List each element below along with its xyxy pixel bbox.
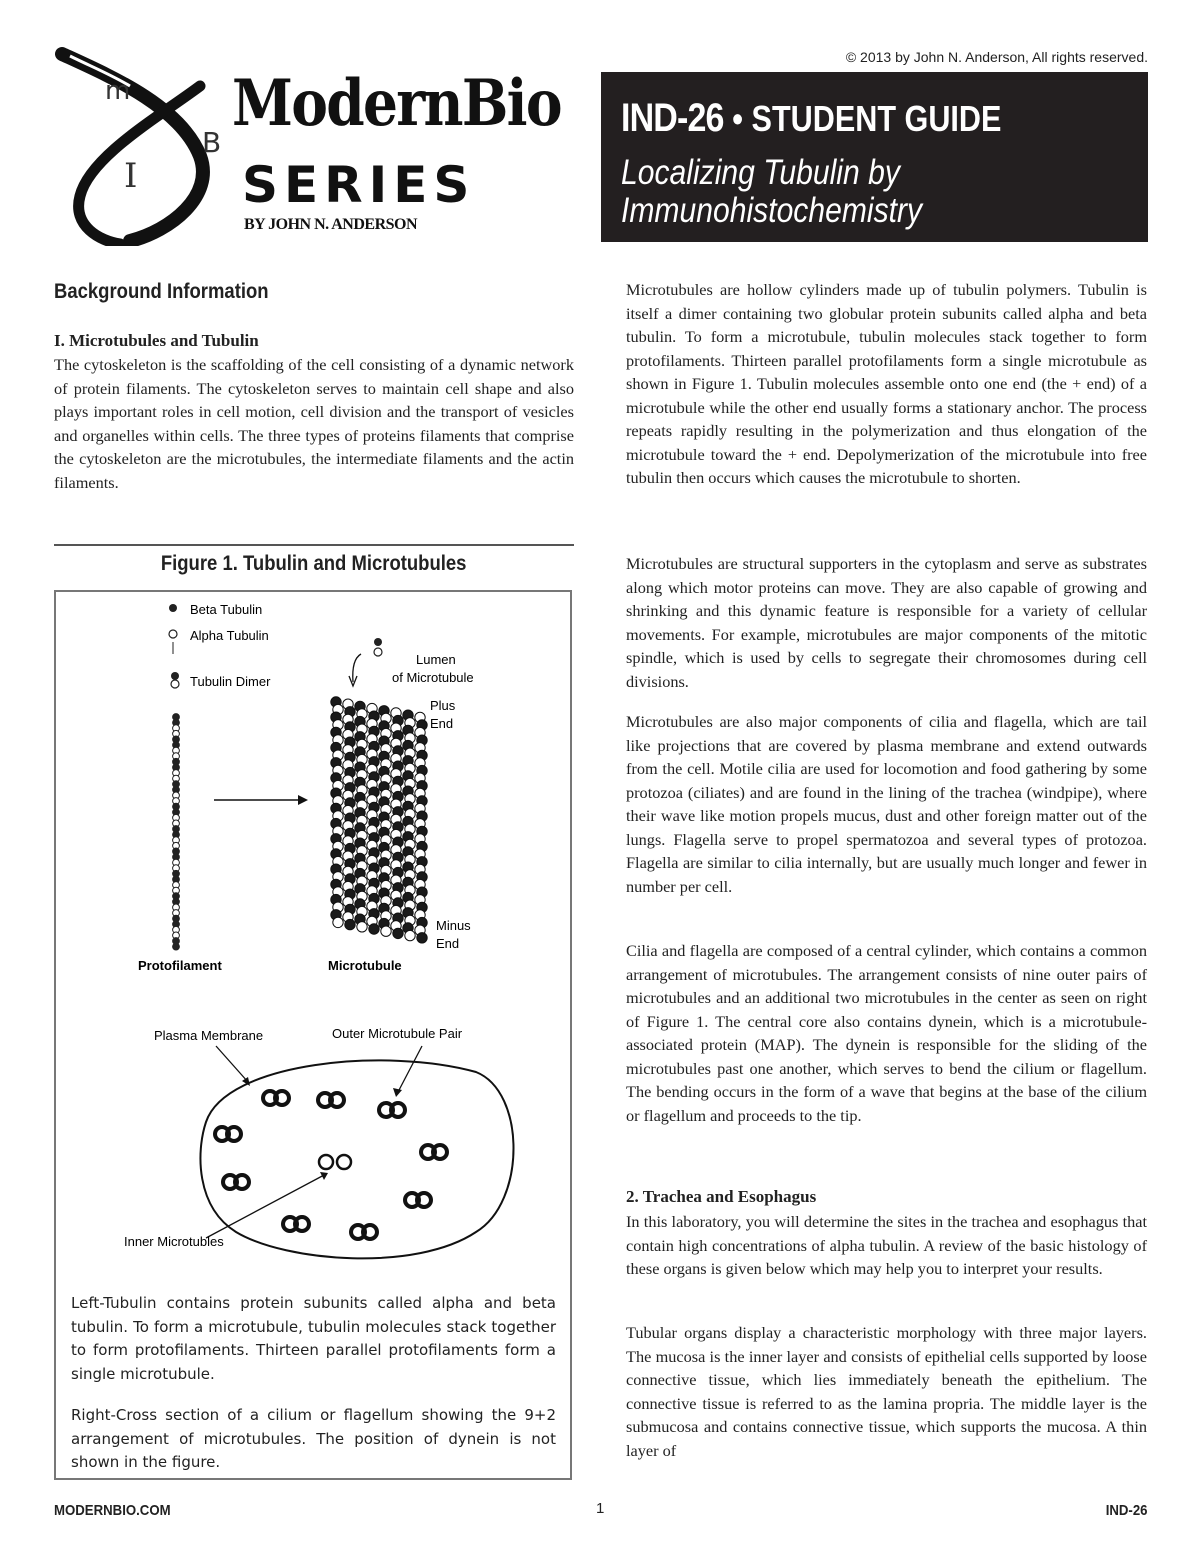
footer-code: IND-26 — [1106, 1502, 1148, 1519]
outer-pair-5 — [421, 1145, 447, 1159]
title-bullet: • — [732, 98, 743, 139]
outer-pair-2 — [318, 1093, 344, 1107]
brand-name: ModernBio — [232, 66, 561, 141]
brand-byline: BY JOHN N. ANDERSON — [244, 216, 418, 233]
label-inner-microtubules: Inner Microtubles — [124, 1234, 224, 1249]
guide-code: IND-26 — [621, 96, 724, 140]
footer-site: MODERNBIO.COM — [54, 1502, 171, 1519]
page-number: 1 — [596, 1500, 605, 1517]
paragraph-6: Tubular organs display a characteristic morphology with three major layers. The mucosa is the inner layer and consists of epithelial cells supported by loose connective tissue, which lies immediately beneath the epithelium. The connective tissue is referred to as the lamina propria. The middle layer is the submucosa and contains connective tissue, which supports the mucosa. A thin layer of — [626, 1323, 1147, 1460]
protofilament-chain — [173, 714, 180, 950]
outer-pair-4 — [215, 1127, 241, 1141]
microtubule-cylinder — [331, 697, 427, 943]
guide-type: STUDENT GUIDE — [751, 98, 1002, 139]
outer-pair-1 — [263, 1091, 289, 1105]
label-outer-microtubule-pair: Outer Microtubule Pair — [332, 1026, 463, 1041]
label-alpha-tubulin: Alpha Tubulin — [190, 628, 269, 643]
section-1-text: The cytoskeleton is the scaffolding of the cell consisting of a dynamic network of protein filaments. The cytoskeleton serves to maintain cell shape and also plays important roles in cell motion, cell division and the transport of vesicles and organelles within cells. The three types of proteins filaments that comprise the cytoskeleton are the microtubules, the intermediate filaments and the actin filaments. — [54, 355, 574, 492]
label-microtubule: Microtubule — [328, 958, 402, 973]
figure-caption-left: Left-Tubulin contains protein subunits called alpha and beta tubulin. To form a microtubule, tubulin molecules stack together to form protofilaments. Thirteen parallel protofilaments form a single microtubule. — [71, 1294, 556, 1383]
outer-pair-8 — [283, 1217, 309, 1231]
copyright-notice: © 2013 by John N. Anderson, All rights reserved. — [845, 49, 1148, 65]
tubulin-diagram — [56, 592, 570, 1282]
figure-1 — [54, 590, 572, 1480]
label-beta-tubulin: Beta Tubulin — [190, 602, 263, 617]
figure-title-text: Figure 1. Tubulin and Microtubules — [161, 552, 467, 575]
label-tubulin-dimer: Tubulin Dimer — [190, 674, 271, 689]
label-lumen: Lumen — [416, 652, 456, 667]
paragraph-1: Microtubules are hollow cylinders made up of tubulin polymers. Tubulin is itself a dimer containing two globular protein subunits called alpha and beta tubulin. To form a microtubule, tubulin molecules stack together to form protofilaments. Thirteen parallel protofilaments form a single microtubule as shown in Figure 1. Tubulin molecules assemble onto one end (the + end) of a microtubule while the other end usually forms a stationary anchor. The process repeats rapidly resulting in the polymerization and thus elongation of the microtubule toward the + end. Depolymerization of the microtubule into free tubulin then occurs which causes the microtubule to shorten. — [626, 280, 1147, 487]
subtitle-line-2: Immunohistochemistry — [621, 191, 923, 230]
title-banner — [601, 72, 1148, 242]
paragraph-2: Microtubules are structural supporters in the cytoplasm and serve as substrates along which motor proteins can move. They are also capable of growing and shrinking and this dynamic feature is responsible for a variety of cellular movements. For example, microtubules are major components of the mitotic spindle, which is used by cells to segregate their chromosomes during cell divisions. — [626, 554, 1147, 691]
logo-letter-b: B — [202, 126, 222, 159]
subtitle-line-1: Localizing Tubulin by — [621, 153, 900, 192]
outer-pair-3 — [379, 1103, 405, 1117]
label-minus: Minus — [436, 918, 471, 933]
section-1-title: I. Microtubules and Tubulin — [54, 331, 259, 350]
outer-pair-6 — [223, 1175, 249, 1189]
label-protofilament: Protofilament — [138, 958, 222, 973]
logo-letter-i: I — [124, 156, 138, 196]
outer-pair-9 — [351, 1225, 377, 1239]
figure-divider — [54, 544, 574, 546]
label-plus: Plus — [430, 698, 456, 713]
figure-title — [54, 552, 574, 576]
guide-title — [621, 98, 1001, 138]
inner-microtubules — [319, 1155, 351, 1169]
background-heading: Background Information — [54, 280, 269, 303]
section-2-title: 2. Trachea and Esophagus — [626, 1187, 817, 1206]
label-plasma-membrane: Plasma Membrane — [154, 1028, 264, 1043]
brand-series: SERIES — [242, 156, 476, 214]
label-lumen-of-microtubule: of Microtubule — [392, 670, 474, 685]
paragraph-3: Microtubules are also major components of cilia and flagella, which are tail like projections that are covered by plasma membrane and extend outwards from the cell. Motile cilia are used for locomotion and food gathering by some protozoa (ciliates) and are found in the lining of the trachea (windpipe), where their wave like motion propels mucus, dust and other foreign matter out of the lungs. Flagella serve to propel spermatozoa and several types of protozoa. Flagella are similar to cilia internally, but are usually much longer and fewer in number per cell. — [626, 712, 1147, 896]
figure-caption-right: Right-Cross section of a cilium or flagellum showing the 9+2 arrangement of microtubules. The position of dynein is not shown in the figure. — [71, 1406, 556, 1471]
label-plus-end: End — [430, 716, 454, 731]
logo-letter-m: m — [105, 76, 131, 106]
outer-pair-7 — [405, 1193, 431, 1207]
label-minus-end: End — [436, 936, 460, 951]
paragraph-5: In this laboratory, you will determine the sites in the trachea and esophagus that contain high concentrations of alpha tubulin. A review of the basic histology of these organs is given below which may help you to interpret your results. — [626, 1212, 1147, 1278]
paragraph-4: Cilia and flagella are composed of a central cylinder, which contains a common arrangement of microtubules. The arrangement consists of nine outer pairs of microtubules and an additional two microtubules in the center as seen on right of Figure 1. The central core also contains dynein, which is a microtubule-associated protein (MAP). The dynein is responsible for the sliding of the microtubules past one another, which serves to bend the cilium or flagellum. The bending occurs in the form of a wave that begins at the base of the cilium or flagellum and proceeds to the tip. — [626, 941, 1147, 1125]
guide-subtitle — [621, 154, 922, 230]
